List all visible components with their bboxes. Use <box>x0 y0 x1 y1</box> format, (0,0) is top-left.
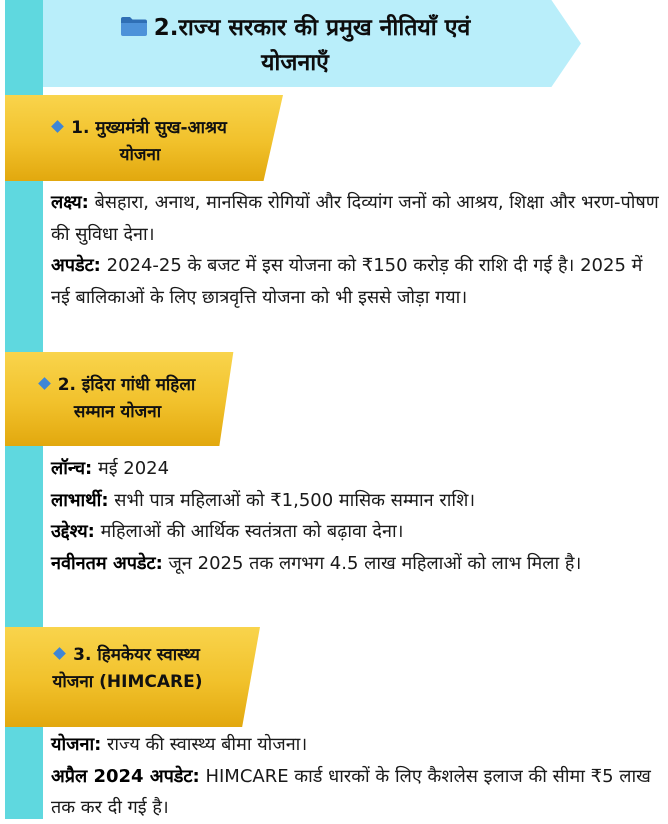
diamond-bullet-icon <box>51 120 64 133</box>
diamond-bullet-icon <box>53 647 66 660</box>
section-2-row-3: उद्देश्य: महिलाओं की आर्थिक स्वतंत्रता को बढ़ावा देना। <box>51 521 404 542</box>
section-1-content <box>51 187 663 313</box>
title-line-1: 2.राज्य सरकार की प्रमुख नीतियाँ एवं <box>153 15 471 41</box>
section-1-row-1: लक्ष्य: बेसहारा, अनाथ, मानसिक रोगियों और दिव्यांग जनों को आश्रय, शिक्षा और भरण-पोषण की सुविधा देना। <box>51 192 659 245</box>
section-3-heading: 3. हिमकेयर स्वास्थ्य योजना (HIMCARE) <box>52 645 203 692</box>
folder-icon <box>120 14 148 47</box>
section-2-content <box>51 453 663 579</box>
section-2-heading: 2. इंदिरा गांधी महिला सम्मान योजना <box>15 372 220 426</box>
title-line-2: योजनाएँ <box>261 50 329 76</box>
section-3-row-1: योजना: राज्य की स्वास्थ्य बीमा योजना। <box>51 734 308 755</box>
section-1-heading: 1. मुख्यमंत्री सुख-आश्रय योजना <box>20 115 260 169</box>
section-2-row-1: लॉन्च: मई 2024 <box>51 458 170 479</box>
diamond-bullet-icon <box>38 377 51 390</box>
section-2-row-4: नवीनतम अपडेट: जून 2025 तक लगभग 4.5 लाख महिलाओं को लाभ मिला है। <box>51 552 582 574</box>
section-1-row-2: अपडेट: 2024-25 के बजट में इस योजना को ₹150 करोड़ की राशि दी गई है। 2025 में नई बालिकाओं के लिए छात्रवृत्ति योजना को भी इससे जोड़ा गया। <box>51 255 643 308</box>
section-3-row-2: अप्रैल 2024 अपडेट: HIMCARE कार्ड धारकों के लिए कैशलेस इलाज की सीमा ₹5 लाख तक कर दी गई है। <box>51 765 651 818</box>
section-2-row-2: लाभार्थी: सभी पात्र महिलाओं को ₹1,500 मासिक सम्मान राशि। <box>51 489 476 511</box>
page-title <box>60 12 530 80</box>
section-3-content <box>51 729 663 824</box>
